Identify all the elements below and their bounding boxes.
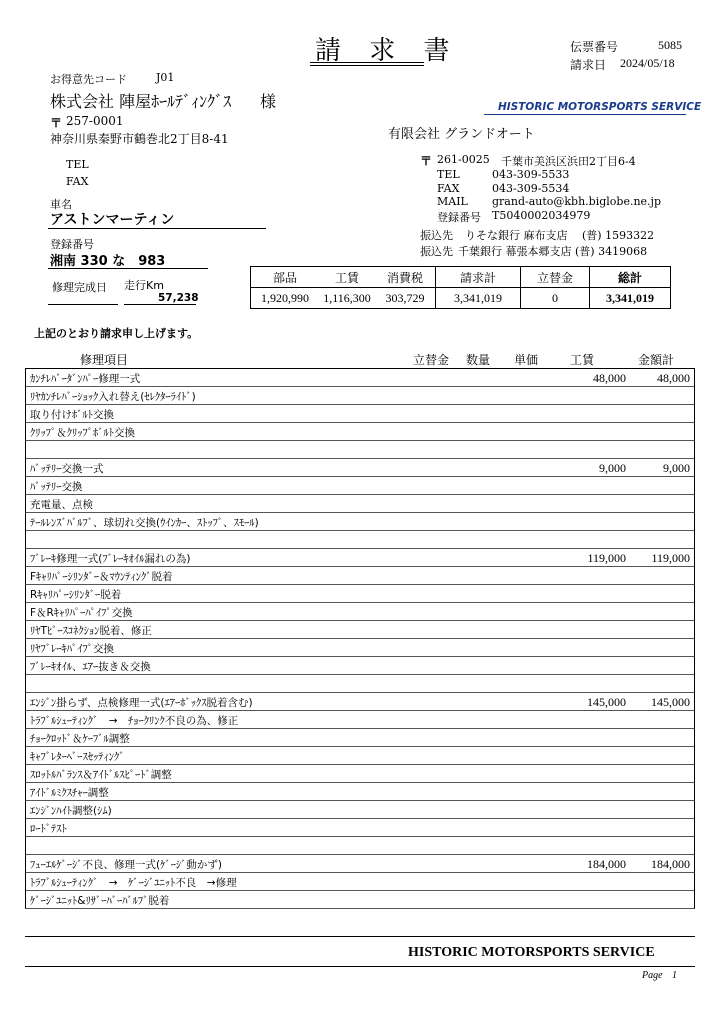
item-description: ﾃｰﾙﾚﾝｽﾞﾊﾞﾙﾌﾞ、球切れ交換(ｳｲﾝｶｰ、ｽﾄｯﾌﾟ、ｽﾓｰﾙ) xyxy=(30,517,259,529)
date-label: 請求日 xyxy=(570,58,607,72)
vehicle-name: アストンマーティン xyxy=(50,212,175,228)
table-row xyxy=(25,441,695,459)
table-row xyxy=(25,765,695,783)
customer-name: 株式会社 陣屋ﾎｰﾙﾃﾞｨﾝｸﾞｽ xyxy=(50,92,232,111)
item-amount: 9,000 xyxy=(663,461,690,475)
customer-address: 神奈川県秦野市鶴巻北2丁目8-41 xyxy=(50,132,229,146)
item-labor: 119,000 xyxy=(587,551,626,565)
col-item: 修理項目 xyxy=(80,353,129,367)
summary-header-tax: 消費税 xyxy=(375,267,436,288)
table-row xyxy=(25,603,695,621)
table-row xyxy=(25,747,695,765)
col-advance: 立替金 xyxy=(413,353,450,367)
summary-header-advance: 立替金 xyxy=(521,267,590,288)
mileage-label: 走行Km xyxy=(124,279,164,292)
issuer-tel-label: TEL xyxy=(437,168,460,181)
issuer-address: 千葉市美浜区浜田2丁目6-4 xyxy=(501,155,636,168)
mileage: 57,238 xyxy=(158,292,199,304)
page-number: 1 xyxy=(672,970,677,981)
item-description: ﾄﾗﾌﾞﾙｼｭｰﾃｨﾝｸﾞ → ﾁｮｰｸﾘﾝｸ不良の為、修正 xyxy=(30,715,239,727)
table-row xyxy=(25,405,695,423)
table-row xyxy=(25,639,695,657)
notice-text: 上記のとおり請求申し上げます。 xyxy=(34,327,199,340)
slip-no-label: 伝票番号 xyxy=(570,40,619,54)
vehicle-name-underline xyxy=(48,228,266,229)
table-row xyxy=(25,819,695,837)
issuer-brand: HISTORIC MOTORSPORTS SERVICE xyxy=(498,101,702,113)
item-amount: 145,000 xyxy=(651,695,690,709)
customer-tel-label: TEL xyxy=(66,158,89,171)
issuer-company: 有限会社 グランドオート xyxy=(388,127,535,142)
summary-advance: 0 xyxy=(521,288,590,309)
item-description: 充電量、点検 xyxy=(30,499,93,511)
item-description: F＆Rｷｬﾘﾊﾟｰﾊﾟｲﾌﾟ交換 xyxy=(30,607,133,619)
item-labor: 184,000 xyxy=(587,857,626,871)
issuer-brand-underline xyxy=(484,114,686,115)
customer-postal: 257-0001 xyxy=(66,114,124,128)
vehicle-reg-label: 登録番号 xyxy=(50,238,94,251)
table-row xyxy=(25,873,695,891)
item-description: ｶﾝﾁﾚﾊﾞｰﾀﾞﾝﾊﾟｰ修理一式 xyxy=(30,373,141,385)
issuer-fax-label: FAX xyxy=(437,182,460,195)
customer-code: J01 xyxy=(156,71,175,84)
vehicle-reg-underline xyxy=(48,268,208,269)
item-description: ﾊﾞｯﾃﾘｰ交換 xyxy=(30,481,83,493)
bank1-label: 振込先 xyxy=(420,229,453,242)
item-labor: 48,000 xyxy=(593,371,626,385)
table-row xyxy=(25,531,695,549)
summary-tax: 303,729 xyxy=(375,288,436,309)
item-amount: 119,000 xyxy=(651,551,690,565)
item-description: ﾌｭｰｴﾙｹﾞｰｼﾞ不良、修理一式(ｹﾞｰｼﾞ動かず) xyxy=(30,859,222,871)
document-title: 請 求 書 xyxy=(315,36,460,66)
issuer-mail: grand-auto@kbh.biglobe.ne.jp xyxy=(492,195,662,208)
item-description: ｹﾞｰｼﾞﾕﾆｯﾄ&ﾘｻﾞｰﾊﾞｰﾊﾞﾙﾌﾞ脱着 xyxy=(30,895,170,907)
item-description: ｱｲﾄﾞﾙﾐｸｽﾁｬｰ調整 xyxy=(30,787,109,799)
bank1: りそな銀行 麻布支店 (普) 1593322 xyxy=(465,229,655,242)
item-description: Fｷｬﾘﾊﾟｰｼﾘﾝﾀﾞｰ＆ﾏｳﾝﾃｨﾝｸﾞ脱着 xyxy=(30,571,173,583)
table-row xyxy=(25,567,695,585)
table-row xyxy=(25,369,695,387)
col-total: 金額計 xyxy=(638,353,675,367)
table-row xyxy=(25,729,695,747)
vehicle-reg: 湘南 330 な 983 xyxy=(50,254,166,269)
issuer-postal-mark: 〒 xyxy=(420,154,433,168)
bank2-label: 振込先 xyxy=(420,245,453,258)
summary-invoice-total: 3,341,019 xyxy=(436,288,521,309)
summary-table xyxy=(250,266,671,309)
slip-no: 5085 xyxy=(658,38,682,52)
item-labor: 9,000 xyxy=(599,461,626,475)
table-row xyxy=(25,693,695,711)
item-amount: 184,000 xyxy=(651,857,690,871)
customer-code-label: お得意先コード xyxy=(50,73,127,86)
table-row xyxy=(25,585,695,603)
item-description: ﾊﾞｯﾃﾘｰ交換一式 xyxy=(30,463,104,475)
item-description: ﾘﾔTﾋﾟｰｽｺﾈｸｼｮﾝ脱着、修正 xyxy=(30,625,152,637)
mileage-underline xyxy=(124,304,196,305)
vehicle-name-label: 車名 xyxy=(50,198,72,211)
col-unit-price: 単価 xyxy=(514,353,539,367)
footer-top-rule xyxy=(25,936,695,937)
table-row xyxy=(25,891,695,909)
item-description: ﾌﾞﾚｰｷｵｲﾙ、ｴｱｰ抜き＆交換 xyxy=(30,661,151,673)
item-description: ﾛｰﾄﾞﾃｽﾄ xyxy=(30,823,67,835)
item-description: ﾘﾔｶﾝﾁﾚﾊﾞｰｼｮｯｸ入れ替え(ｾﾚｸﾀｰﾗｲﾄﾞ) xyxy=(30,391,196,403)
item-description: ｸﾘｯﾌﾟ＆ｸﾘｯﾌﾟﾎﾞﾙﾄ交換 xyxy=(30,427,135,439)
table-row xyxy=(25,675,695,693)
summary-labor: 1,116,300 xyxy=(319,288,375,309)
table-row xyxy=(25,855,695,873)
customer-postal-mark: 〒 xyxy=(50,116,63,130)
issuer-regno: T5040002034979 xyxy=(492,209,591,222)
completion-date-label: 修理完成日 xyxy=(52,281,107,294)
col-labor: 工賃 xyxy=(570,353,595,367)
issuer-postal: 261-0025 xyxy=(437,153,490,166)
summary-header-invoice-total: 請求計 xyxy=(436,267,521,288)
item-description: ﾁｮｰｸﾛｯﾄﾞ＆ｹｰﾌﾞﾙ調整 xyxy=(30,733,130,745)
issuer-mail-label: MAIL xyxy=(437,195,468,208)
item-description: ｴﾝｼﾞﾝ掛らず、点検修理一式(ｴｱｰﾎﾞｯｸｽ脱着含む) xyxy=(30,697,253,709)
title-underline xyxy=(310,62,424,66)
footer-brand: HISTORIC MOTORSPORTS SERVICE xyxy=(408,945,655,960)
customer-fax-label: FAX xyxy=(66,175,89,188)
item-description: ﾘﾔﾌﾞﾚｰｷﾊﾟｲﾌﾟ交換 xyxy=(30,643,114,655)
summary-header-labor: 工賃 xyxy=(319,267,375,288)
summary-header-grand-total: 総計 xyxy=(590,267,671,288)
item-description: ｷｬﾌﾞﾚﾀｰﾍﾞｰｽｾｯﾃｨﾝｸﾞ xyxy=(30,751,125,763)
item-description: ﾄﾗﾌﾞﾙｼｭｰﾃｨﾝｸﾞ → ｹﾞｰｼﾞﾕﾆｯﾄ不良 →修理 xyxy=(30,877,237,889)
table-row xyxy=(25,621,695,639)
issuer-fax: 043-309-5534 xyxy=(492,182,570,195)
issuer-regno-label: 登録番号 xyxy=(437,211,481,224)
page-label: Page xyxy=(642,970,663,981)
table-row xyxy=(25,387,695,405)
invoice-date: 2024/05/18 xyxy=(620,56,675,70)
summary-header-parts: 部品 xyxy=(251,267,320,288)
table-row xyxy=(25,549,695,567)
table-row xyxy=(25,837,695,855)
completion-date-underline xyxy=(48,304,118,305)
item-description: ﾌﾞﾚｰｷ修理一式(ﾌﾞﾚｰｷｵｲﾙ漏れの為) xyxy=(30,553,191,565)
table-row xyxy=(25,711,695,729)
table-row xyxy=(25,423,695,441)
table-row xyxy=(25,783,695,801)
table-row xyxy=(25,477,695,495)
item-description: 取り付けﾎﾞﾙﾄ交換 xyxy=(30,409,114,421)
item-description: ｽﾛｯﾄﾙﾊﾞﾗﾝｽ＆ｱｲﾄﾞﾙｽﾋﾟｰﾄﾞ調整 xyxy=(30,769,172,781)
item-grid xyxy=(25,368,695,909)
summary-grand-total: 3,341,019 xyxy=(590,288,671,309)
table-row xyxy=(25,801,695,819)
customer-honorific: 様 xyxy=(260,92,277,111)
col-qty: 数量 xyxy=(466,353,491,367)
footer-bottom-rule xyxy=(25,966,695,967)
bank2: 千葉銀行 幕張本郷支店 (普) 3419068 xyxy=(458,245,648,258)
item-description: Rｷｬﾘﾊﾟｰｼﾘﾝﾀﾞｰ脱着 xyxy=(30,589,122,601)
table-row xyxy=(25,513,695,531)
table-row xyxy=(25,657,695,675)
table-row xyxy=(25,459,695,477)
table-row xyxy=(25,495,695,513)
item-labor: 145,000 xyxy=(587,695,626,709)
summary-parts: 1,920,990 xyxy=(251,288,320,309)
issuer-tel: 043-309-5533 xyxy=(492,168,570,181)
item-amount: 48,000 xyxy=(657,371,690,385)
item-description: ｴﾝｼﾞﾝﾊｲﾄ調整(ｼﾑ) xyxy=(30,805,112,817)
